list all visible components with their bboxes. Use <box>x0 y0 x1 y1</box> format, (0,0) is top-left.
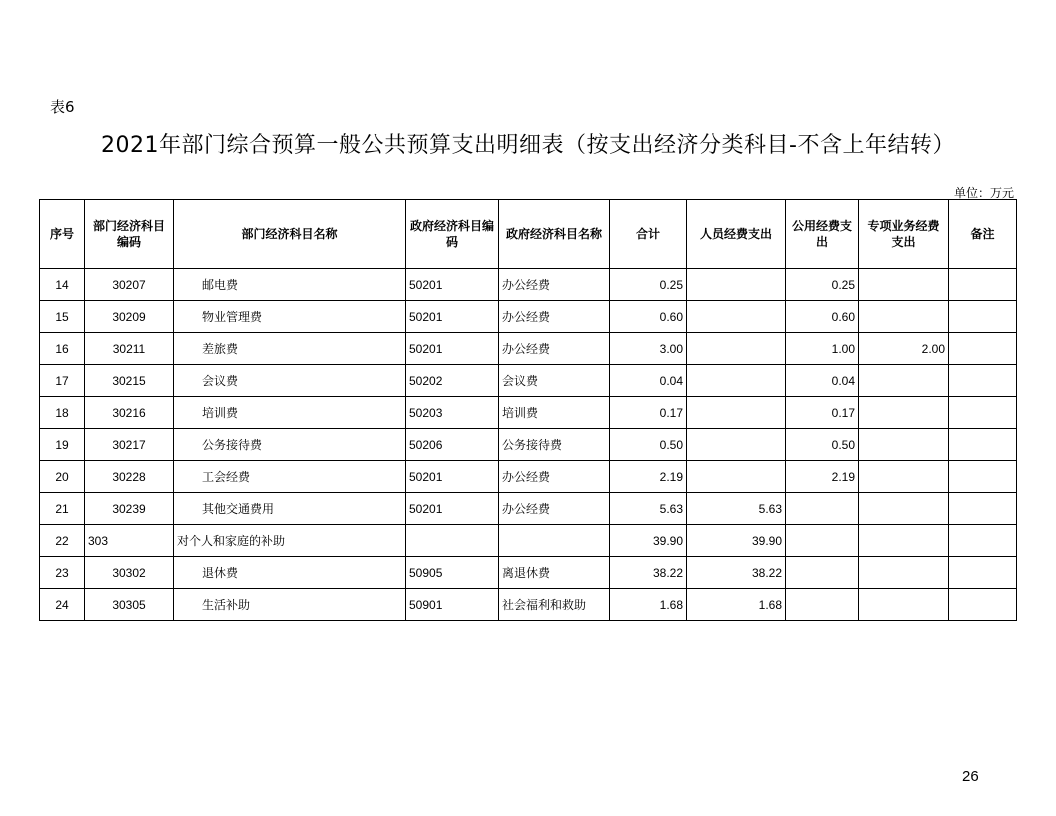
cell-total: 38.22 <box>610 557 687 589</box>
cell-dept-name: 邮电费 <box>174 269 406 301</box>
cell-dept-code: 30211 <box>85 333 174 365</box>
cell-total: 5.63 <box>610 493 687 525</box>
cell-dept-code: 303 <box>85 525 174 557</box>
cell-gov-name: 社会福利和救助 <box>499 589 610 621</box>
cell-total: 39.90 <box>610 525 687 557</box>
cell-seq: 16 <box>40 333 85 365</box>
cell-dept-code: 30216 <box>85 397 174 429</box>
cell-dept-code: 30302 <box>85 557 174 589</box>
cell-personnel <box>687 397 786 429</box>
cell-dept-code: 30305 <box>85 589 174 621</box>
cell-remark <box>949 397 1017 429</box>
table-row <box>40 461 1017 493</box>
cell-gov-code: 50201 <box>406 333 499 365</box>
cell-seq: 22 <box>40 525 85 557</box>
header-personnel: 人员经费支出 <box>687 200 786 269</box>
cell-gov-name: 离退休费 <box>499 557 610 589</box>
cell-personnel <box>687 301 786 333</box>
cell-dept-name: 工会经费 <box>174 461 406 493</box>
header-remark: 备注 <box>949 200 1017 269</box>
cell-total: 0.50 <box>610 429 687 461</box>
cell-seq: 19 <box>40 429 85 461</box>
cell-gov-code: 50206 <box>406 429 499 461</box>
cell-dept-name: 生活补助 <box>174 589 406 621</box>
cell-seq: 23 <box>40 557 85 589</box>
cell-dept-code: 30217 <box>85 429 174 461</box>
cell-dept-code: 30239 <box>85 493 174 525</box>
cell-special <box>859 269 949 301</box>
table-row <box>40 589 1017 621</box>
header-seq: 序号 <box>40 200 85 269</box>
table-row <box>40 269 1017 301</box>
cell-public: 1.00 <box>786 333 859 365</box>
cell-public: 0.04 <box>786 365 859 397</box>
cell-special <box>859 557 949 589</box>
cell-total: 0.60 <box>610 301 687 333</box>
cell-special <box>859 493 949 525</box>
unit-label: 单位：万元 <box>953 186 1014 200</box>
cell-special <box>859 589 949 621</box>
cell-personnel: 38.22 <box>687 557 786 589</box>
cell-seq: 21 <box>40 493 85 525</box>
cell-public <box>786 589 859 621</box>
cell-remark <box>949 589 1017 621</box>
cell-dept-name: 会议费 <box>174 365 406 397</box>
header-special: 专项业务经费支出 <box>859 200 949 269</box>
cell-dept-name: 公务接待费 <box>174 429 406 461</box>
cell-total: 0.04 <box>610 365 687 397</box>
cell-gov-name: 办公经费 <box>499 269 610 301</box>
cell-public <box>786 493 859 525</box>
cell-public: 0.17 <box>786 397 859 429</box>
cell-personnel: 5.63 <box>687 493 786 525</box>
cell-dept-code: 30207 <box>85 269 174 301</box>
cell-dept-name: 物业管理费 <box>174 301 406 333</box>
cell-special <box>859 429 949 461</box>
table-row <box>40 333 1017 365</box>
cell-gov-name: 会议费 <box>499 365 610 397</box>
cell-special <box>859 461 949 493</box>
table-row <box>40 493 1017 525</box>
cell-personnel: 1.68 <box>687 589 786 621</box>
cell-dept-name: 差旅费 <box>174 333 406 365</box>
cell-gov-name: 公务接待费 <box>499 429 610 461</box>
cell-personnel <box>687 461 786 493</box>
cell-gov-code: 50901 <box>406 589 499 621</box>
cell-special <box>859 397 949 429</box>
cell-seq: 14 <box>40 269 85 301</box>
cell-remark <box>949 269 1017 301</box>
cell-gov-code: 50202 <box>406 365 499 397</box>
cell-public: 0.50 <box>786 429 859 461</box>
cell-total: 1.68 <box>610 589 687 621</box>
table-row <box>40 525 1017 557</box>
expenditure-table <box>39 199 1017 621</box>
cell-gov-name: 办公经费 <box>499 493 610 525</box>
table-row <box>40 557 1017 589</box>
cell-remark <box>949 493 1017 525</box>
cell-total: 2.19 <box>610 461 687 493</box>
cell-seq: 24 <box>40 589 85 621</box>
cell-seq: 17 <box>40 365 85 397</box>
cell-gov-code: 50905 <box>406 557 499 589</box>
cell-remark <box>949 301 1017 333</box>
cell-special <box>859 301 949 333</box>
header-dept-name: 部门经济科目名称 <box>174 200 406 269</box>
cell-remark <box>949 557 1017 589</box>
cell-total: 0.17 <box>610 397 687 429</box>
cell-remark <box>949 525 1017 557</box>
table-row <box>40 429 1017 461</box>
table-label: 表6 <box>50 98 75 116</box>
cell-personnel <box>687 333 786 365</box>
cell-dept-name: 其他交通费用 <box>174 493 406 525</box>
cell-remark <box>949 333 1017 365</box>
cell-public: 2.19 <box>786 461 859 493</box>
cell-gov-name: 办公经费 <box>499 461 610 493</box>
cell-public <box>786 525 859 557</box>
cell-dept-name: 对个人和家庭的补助 <box>174 525 406 557</box>
header-dept-code: 部门经济科目编码 <box>85 200 174 269</box>
cell-gov-code <box>406 525 499 557</box>
cell-personnel <box>687 269 786 301</box>
cell-special <box>859 365 949 397</box>
cell-total: 0.25 <box>610 269 687 301</box>
header-row <box>40 200 1017 269</box>
cell-seq: 20 <box>40 461 85 493</box>
table-row <box>40 397 1017 429</box>
cell-personnel <box>687 429 786 461</box>
cell-total: 3.00 <box>610 333 687 365</box>
cell-dept-name: 培训费 <box>174 397 406 429</box>
cell-public: 0.60 <box>786 301 859 333</box>
cell-dept-code: 30228 <box>85 461 174 493</box>
table-row <box>40 301 1017 333</box>
cell-gov-name: 办公经费 <box>499 333 610 365</box>
cell-seq: 15 <box>40 301 85 333</box>
cell-personnel: 39.90 <box>687 525 786 557</box>
header-gov-code: 政府经济科目编码 <box>406 200 499 269</box>
cell-gov-name: 办公经费 <box>499 301 610 333</box>
cell-remark <box>949 365 1017 397</box>
cell-dept-code: 30209 <box>85 301 174 333</box>
page-number: 26 <box>962 768 979 785</box>
table-row <box>40 365 1017 397</box>
cell-gov-code: 50201 <box>406 269 499 301</box>
cell-dept-code: 30215 <box>85 365 174 397</box>
header-gov-name: 政府经济科目名称 <box>499 200 610 269</box>
cell-seq: 18 <box>40 397 85 429</box>
cell-gov-code: 50201 <box>406 493 499 525</box>
cell-gov-code: 50201 <box>406 301 499 333</box>
cell-gov-name: 培训费 <box>499 397 610 429</box>
cell-personnel <box>687 365 786 397</box>
cell-gov-code: 50201 <box>406 461 499 493</box>
cell-special <box>859 525 949 557</box>
cell-public: 0.25 <box>786 269 859 301</box>
cell-remark <box>949 461 1017 493</box>
cell-special: 2.00 <box>859 333 949 365</box>
cell-dept-name: 退休费 <box>174 557 406 589</box>
header-public: 公用经费支出 <box>786 200 859 269</box>
cell-public <box>786 557 859 589</box>
cell-remark <box>949 429 1017 461</box>
cell-gov-name <box>499 525 610 557</box>
cell-gov-code: 50203 <box>406 397 499 429</box>
page-title: 2021年部门综合预算一般公共预算支出明细表（按支出经济分类科目-不含上年结转） <box>101 133 955 158</box>
header-total: 合计 <box>610 200 687 269</box>
